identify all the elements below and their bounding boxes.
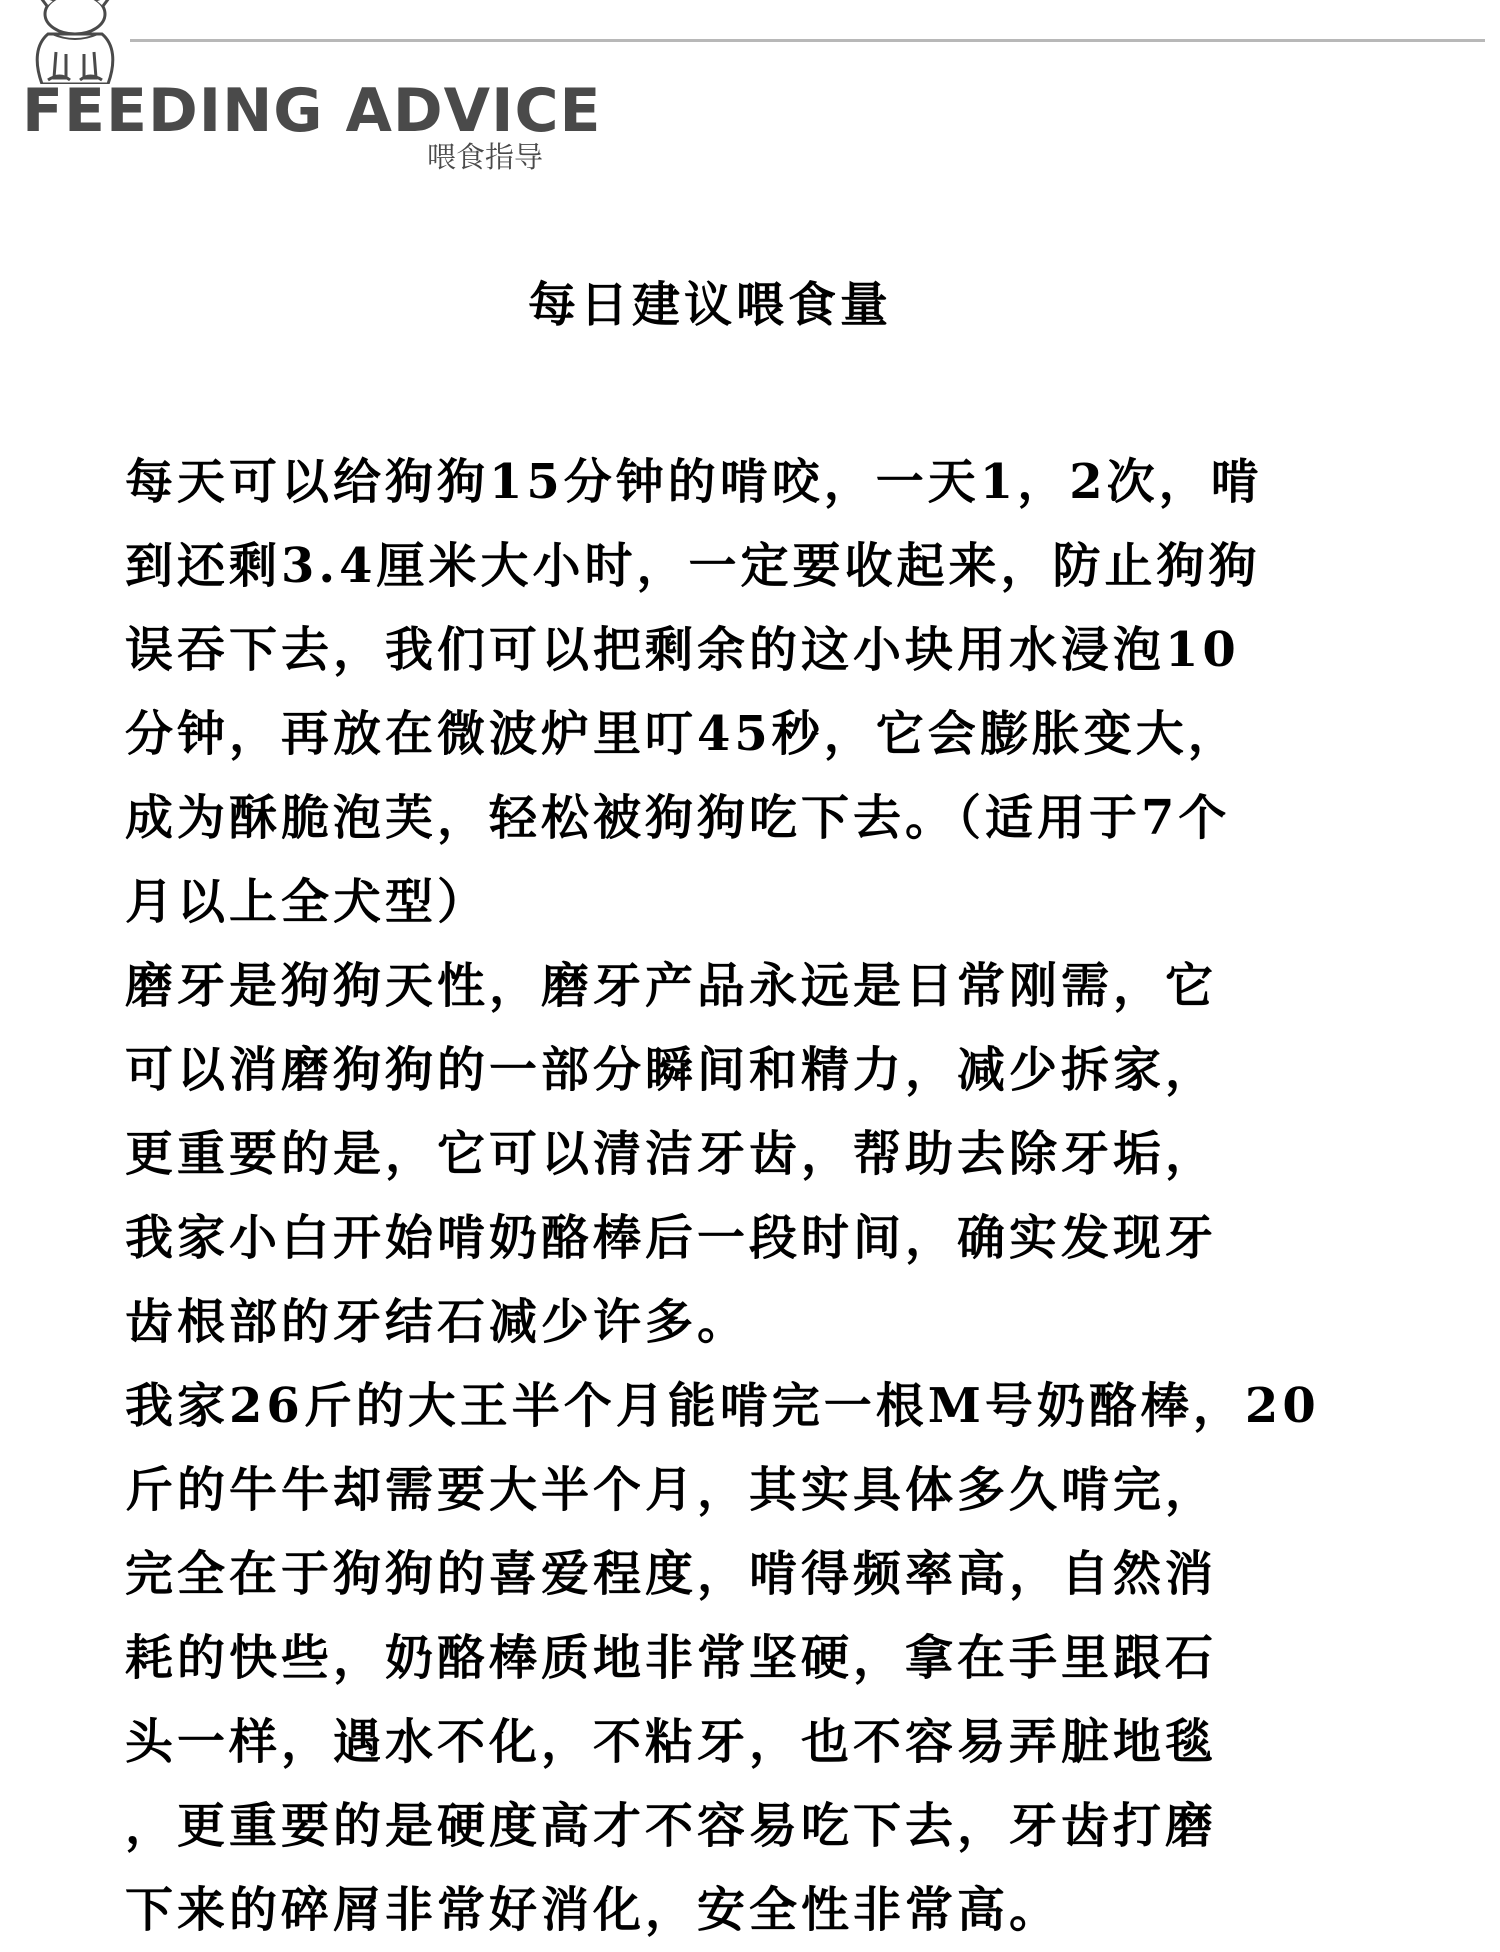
header-divider: [130, 39, 1485, 42]
bulldog-mascot-icon: [20, 0, 130, 84]
body-line: 耗的快些，奶酪棒质地非常坚硬，拿在手里跟石: [125, 1630, 1218, 1686]
page-header: [0, 0, 1500, 190]
body-line: 完全在于狗狗的喜爱程度，啃得频率高，自然消: [125, 1546, 1218, 1602]
body-line: 我家小白开始啃奶酪棒后一段时间，确实发现牙: [125, 1210, 1218, 1266]
body-line: 磨牙是狗狗天性，磨牙产品永远是日常刚需，它: [125, 958, 1218, 1014]
brand-title-en: FEEDING ADVICE: [22, 76, 602, 146]
body-line: 误吞下去，我们可以把剩余的这小块用水浸泡10: [125, 622, 1240, 678]
page-title: 每日建议喂食量: [527, 277, 892, 333]
body-line: 成为酥脆泡芙，轻松被狗狗吃下去。（适用于7个: [125, 790, 1231, 846]
body-line: ，更重要的是硬度高才不容易吃下去，牙齿打磨: [125, 1798, 1218, 1854]
brand-title-zh: 喂食指导: [427, 140, 544, 174]
body-line: 我家26斤的大王半个月能啃完一根M号奶酪棒，20: [125, 1378, 1320, 1434]
body-line: 斤的牛牛却需要大半个月，其实具体多久啃完，: [125, 1462, 1218, 1518]
body-line: 可以消磨狗狗的一部分瞬间和精力，减少拆家，: [125, 1042, 1218, 1098]
advice-body: [125, 440, 1400, 1952]
body-line: 齿根部的牙结石减少许多。: [125, 1294, 750, 1350]
body-line: 月以上全犬型）: [125, 874, 490, 930]
body-line: 头一样，遇水不化，不粘牙，也不容易弄脏地毯: [125, 1714, 1218, 1770]
body-line: 到还剩3.4厘米大小时，一定要收起来，防止狗狗: [125, 538, 1261, 594]
body-line: 每天可以给狗狗15分钟的啃咬，一天1，2次，啃: [125, 454, 1263, 510]
body-line: 更重要的是，它可以清洁牙齿，帮助去除牙垢，: [125, 1126, 1218, 1182]
body-line: 分钟，再放在微波炉里叮45秒，它会膨胀变大，: [125, 706, 1240, 762]
body-line: 下来的碎屑非常好消化，安全性非常高。: [125, 1882, 1062, 1938]
